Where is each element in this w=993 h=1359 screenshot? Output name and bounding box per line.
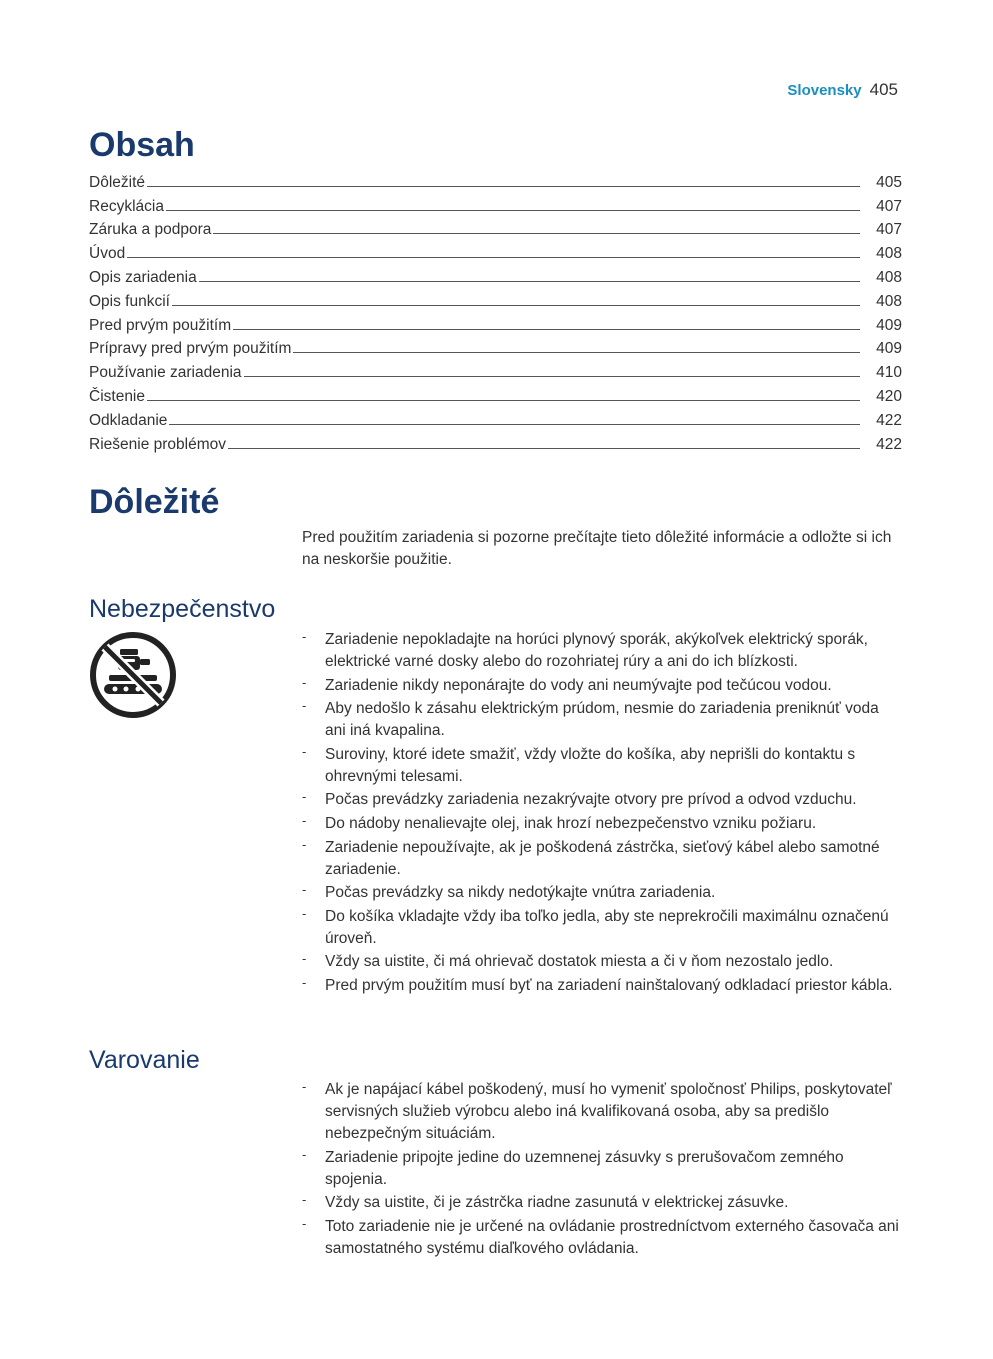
list-item xyxy=(302,744,902,788)
list-item-text: Počas prevádzky zariadenia nezakrývajte otvory pre prívod a odvod vzduchu. xyxy=(325,791,857,809)
list-item xyxy=(302,789,902,811)
toc-entry-page: 422 xyxy=(876,411,902,429)
list-item-text: Toto zariadenie nie je určené na ovládanie prostredníctvom externého časovača ani samostatného systému diaľkového ovládania. xyxy=(325,1217,899,1257)
list-item xyxy=(302,975,902,997)
toc-entry-title: Úvod xyxy=(89,245,126,263)
toc-title: Obsah xyxy=(89,126,195,164)
bullet-dash: - xyxy=(302,698,307,714)
bullet-dash: - xyxy=(302,629,307,644)
list-item xyxy=(302,906,902,950)
list-item xyxy=(302,1147,902,1191)
toc-leader-line xyxy=(233,329,860,330)
toc-entry-page: 408 xyxy=(876,268,902,286)
toc-leader-line xyxy=(166,210,860,211)
page-number: 405 xyxy=(869,80,898,99)
toc-entry-page: 405 xyxy=(876,173,902,191)
list-item-text: Zariadenie nepoužívajte, ak je poškodená zástrčka, sieťový kábel alebo samotné zariadenie. xyxy=(325,838,880,878)
bullet-dash: - xyxy=(302,951,307,967)
toc-entry[interactable] xyxy=(89,430,902,454)
toc-entry-page: 409 xyxy=(876,340,902,358)
list-item-text: Ak je napájací kábel poškodený, musí ho vymeniť spoločnosť Philips, poskytovateľ servisných služieb výrobcu alebo iná kvalifikovaná osoba, aby sa predišlo nebezpečným situáciám. xyxy=(325,1081,892,1142)
warning-title: Varovanie xyxy=(89,1046,200,1074)
bullet-dash: - xyxy=(302,1192,307,1208)
bullet-dash: - xyxy=(302,1146,307,1162)
toc-entry-page: 410 xyxy=(876,364,902,382)
list-item xyxy=(302,951,902,973)
toc-entry[interactable] xyxy=(89,287,902,311)
page-header xyxy=(787,80,898,100)
toc-entry-title: Recyklácia xyxy=(89,197,164,215)
list-item-text: Zariadenie nikdy neponárajte do vody ani neumývajte pod tečúcou vodou. xyxy=(325,676,832,694)
toc-entry-page: 422 xyxy=(876,435,902,453)
toc-leader-line xyxy=(244,376,860,377)
danger-list xyxy=(302,629,902,999)
toc-entry[interactable] xyxy=(89,335,902,359)
toc-leader-line xyxy=(127,257,860,258)
bullet-dash: - xyxy=(302,1079,307,1094)
toc-leader-line xyxy=(213,233,860,234)
list-item xyxy=(302,813,902,835)
list-item-text: Do nádoby nenalievajte olej, inak hrozí nebezpečenstvo vzniku požiaru. xyxy=(325,814,817,832)
list-item-text: Suroviny, ktoré idete smažiť, vždy vložte do košíka, aby neprišli do kontaktu s ohrevnými telesami. xyxy=(325,745,856,785)
bullet-dash: - xyxy=(302,789,307,805)
toc-entry[interactable] xyxy=(89,216,902,240)
toc-entry-page: 420 xyxy=(876,387,902,405)
language-label: Slovensky xyxy=(787,82,862,99)
toc-entry[interactable] xyxy=(89,358,902,382)
important-title: Dôležité xyxy=(89,483,220,521)
toc-entry-title: Používanie zariadenia xyxy=(89,364,242,382)
toc-entry-title: Prípravy pred prvým použitím xyxy=(89,340,292,358)
bullet-dash: - xyxy=(302,882,307,898)
toc-entry[interactable] xyxy=(89,192,902,216)
list-item xyxy=(302,1192,902,1214)
toc-entry-title: Riešenie problémov xyxy=(89,435,226,453)
toc-entry-title: Pred prvým použitím xyxy=(89,316,232,334)
list-item-text: Do košíka vkladajte vždy iba toľko jedla, aby ste neprekročili maximálnu označenú úroveň. xyxy=(325,907,889,947)
list-item xyxy=(302,1079,902,1145)
list-item-text: Vždy sa uistite, či je zástrčka riadne zasunutá v elektrickej zásuvke. xyxy=(325,1194,789,1212)
toc-entry-title: Dôležité xyxy=(89,173,145,191)
list-item-text: Aby nedošlo k zásahu elektrickým prúdom, nesmie do zariadenia preniknúť voda ani iná kvapalina. xyxy=(325,700,879,740)
toc-leader-line xyxy=(172,305,860,306)
toc-entry-page: 408 xyxy=(876,245,902,263)
toc-entry-page: 409 xyxy=(876,316,902,334)
bullet-dash: - xyxy=(302,674,307,690)
toc-entry[interactable] xyxy=(89,239,902,263)
list-item xyxy=(302,698,902,742)
danger-title: Nebezpečenstvo xyxy=(89,595,276,623)
toc-entry[interactable] xyxy=(89,311,902,335)
bullet-dash: - xyxy=(302,812,307,828)
bullet-dash: - xyxy=(302,743,307,759)
list-item xyxy=(302,837,902,881)
list-item xyxy=(302,1216,902,1260)
toc-entry-title: Opis zariadenia xyxy=(89,268,197,286)
toc-entry-page: 408 xyxy=(876,292,902,310)
list-item-text: Zariadenie pripojte jedine do uzemnenej zásuvky s prerušovačom zemného spojenia. xyxy=(325,1148,844,1188)
toc-entry[interactable] xyxy=(89,168,902,192)
list-item-text: Počas prevádzky sa nikdy nedotýkajte vnútra zariadenia. xyxy=(325,884,716,902)
toc-entry-title: Záruka a podpora xyxy=(89,221,212,239)
list-item-text: Pred prvým použitím musí byť na zariadení nainštalovaný odkladací priestor kábla. xyxy=(325,976,893,994)
list-item xyxy=(302,882,902,904)
important-intro: Pred použitím zariadenia si pozorne prečítajte tieto dôležité informácie a odložte si ich na neskoršie použitie. xyxy=(302,529,892,568)
toc-leader-line xyxy=(228,448,860,449)
toc-entry-title: Opis funkcií xyxy=(89,292,170,310)
list-item-text: Zariadenie nepokladajte na horúci plynový sporák, akýkoľvek elektrický sporák, elektrické varné dosky alebo do rozohriatej rúry a ani do ich blízkosti. xyxy=(325,631,868,670)
toc-entry-title: Čistenie xyxy=(89,387,145,405)
warning-list xyxy=(302,1079,902,1261)
toc-entry-page: 407 xyxy=(876,221,902,239)
toc-leader-line xyxy=(293,352,860,353)
toc-entry[interactable] xyxy=(89,382,902,406)
bullet-dash: - xyxy=(302,905,307,921)
toc-entry[interactable] xyxy=(89,406,902,430)
list-item-text: Vždy sa uistite, či má ohrievač dostatok miesta a či v ňom nezostalo jedlo. xyxy=(325,953,834,971)
toc-leader-line xyxy=(199,281,860,282)
toc-entry-title: Odkladanie xyxy=(89,411,168,429)
list-item xyxy=(302,675,902,697)
toc-leader-line xyxy=(147,400,860,401)
toc-entry[interactable] xyxy=(89,263,902,287)
list-item xyxy=(302,629,902,673)
bullet-dash: - xyxy=(302,836,307,852)
toc-leader-line xyxy=(147,186,860,187)
toc-entry-page: 407 xyxy=(876,197,902,215)
toc-leader-line xyxy=(169,424,860,425)
bullet-dash: - xyxy=(302,974,307,990)
bullet-dash: - xyxy=(302,1215,307,1231)
table-of-contents xyxy=(89,168,902,454)
no-appliance-on-stove-icon xyxy=(89,631,177,719)
